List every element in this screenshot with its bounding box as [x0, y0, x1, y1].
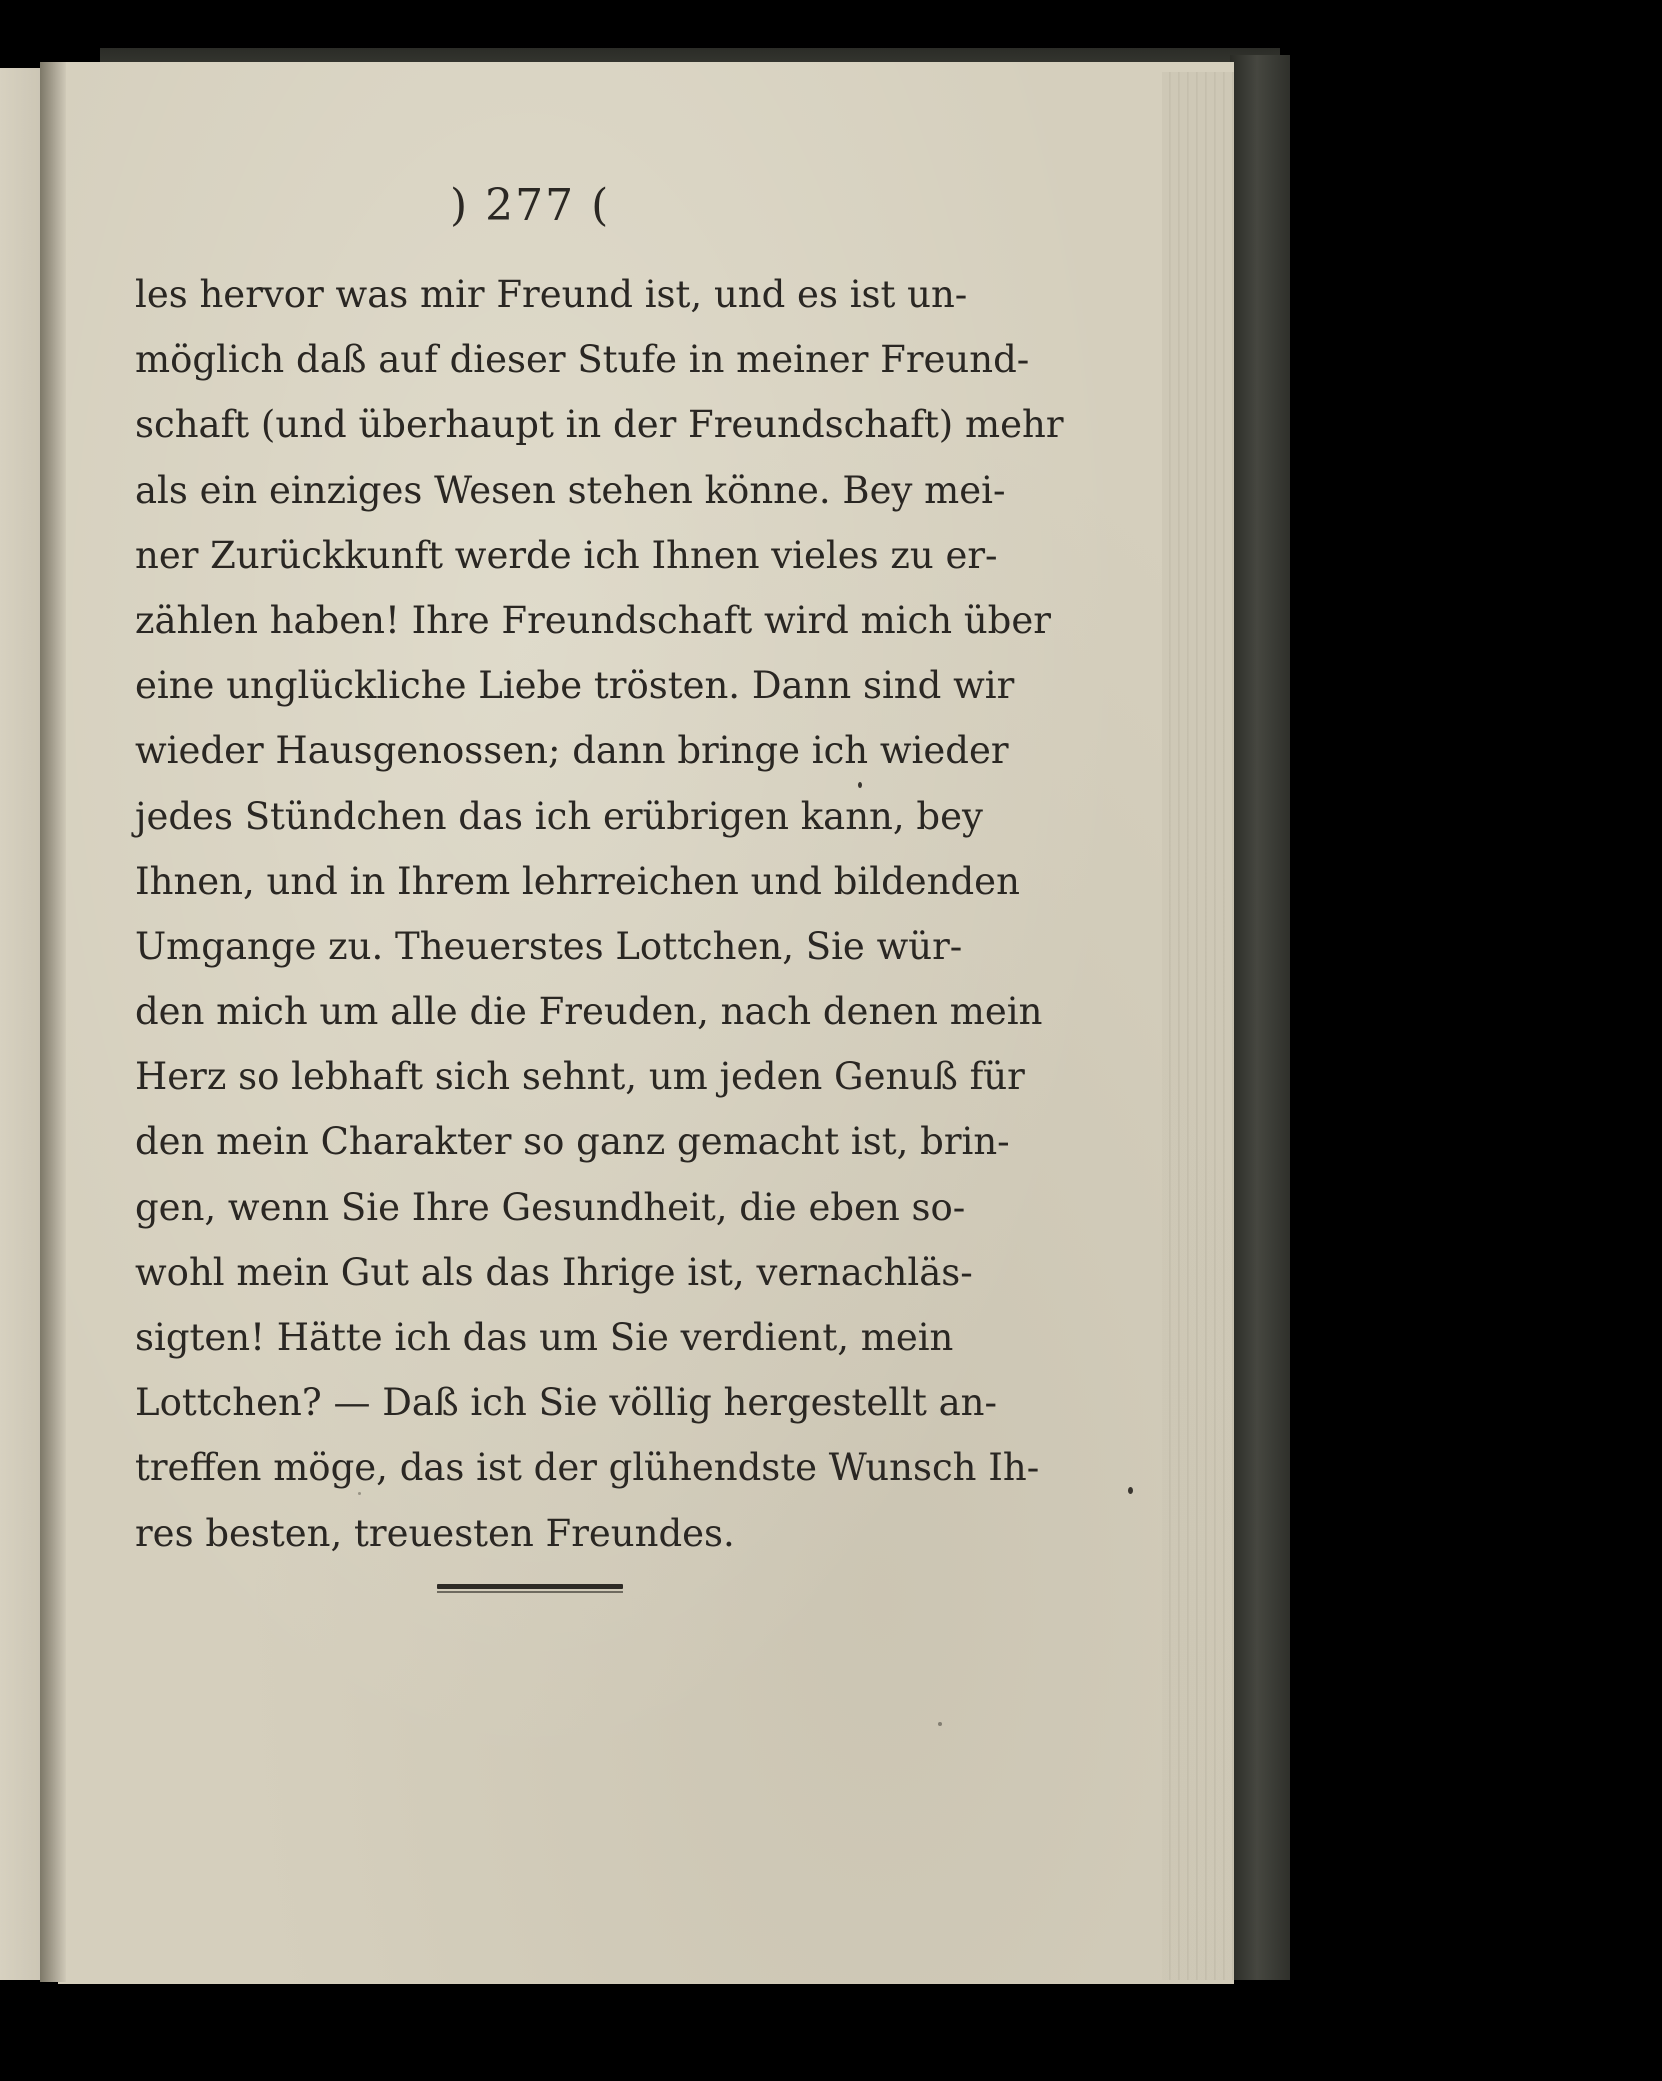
text-line: Umgange zu. Theuerstes Lottchen, Sie wür-: [135, 924, 963, 968]
page-edges: [1162, 72, 1234, 1980]
book-gutter: [40, 62, 66, 1982]
text-line: schaft (und überhaupt in der Freundschaft) mehr: [135, 403, 1064, 447]
ink-speck: [1128, 1487, 1133, 1494]
text-line: gen, wenn Sie Ihre Gesundheit, die eben so-: [135, 1185, 966, 1229]
body-text: [135, 262, 1064, 1566]
closing-rule: [437, 1584, 623, 1589]
text-line: Herz so lebhaft sich sehnt, um jeden Genuß für: [135, 1055, 1025, 1099]
text-line: den mich um alle die Freuden, nach denen mein: [135, 990, 1043, 1034]
text-line: jedes Stündchen das ich erübrigen kann, bey: [135, 794, 983, 838]
text-line: les hervor was mir Freund ist, und es ist un-: [135, 273, 968, 316]
text-line: res besten, treuesten Freundes.: [135, 1511, 735, 1555]
text-line: eine unglückliche Liebe trösten. Dann sind wir: [135, 664, 1015, 708]
closing-rule-underline: [437, 1591, 623, 1593]
text-line: sigten! Hätte ich das um Sie verdient, mein: [135, 1316, 954, 1359]
text-line: wieder Hausgenossen; dann bringe ich wieder: [135, 729, 1009, 773]
text-line: zählen haben! Ihre Freundschaft wird mich über: [135, 598, 1051, 642]
text-line: Lottchen? — Daß ich Sie völlig hergestellt an-: [135, 1381, 997, 1425]
text-line: treffen möge, das ist der glühendste Wunsch Ih-: [135, 1446, 1040, 1490]
ink-speck: [938, 1722, 942, 1726]
text-line: möglich daß auf dieser Stufe in meiner Freund-: [135, 338, 1030, 382]
text-line: als ein einziges Wesen stehen könne. Bey mei-: [135, 468, 1006, 512]
text-line: wohl mein Gut als das Ihrige ist, vernachläs-: [135, 1250, 973, 1294]
text-line: ner Zurückkunft werde ich Ihnen vieles zu er-: [135, 533, 998, 577]
text-line: Ihnen, und in Ihrem lehrreichen und bildenden: [135, 859, 1020, 903]
book-cover-right-edge: [1230, 55, 1290, 1980]
page-number-header: ) 277 (: [450, 179, 611, 231]
text-line: den mein Charakter so ganz gemacht ist, brin-: [135, 1120, 1010, 1164]
